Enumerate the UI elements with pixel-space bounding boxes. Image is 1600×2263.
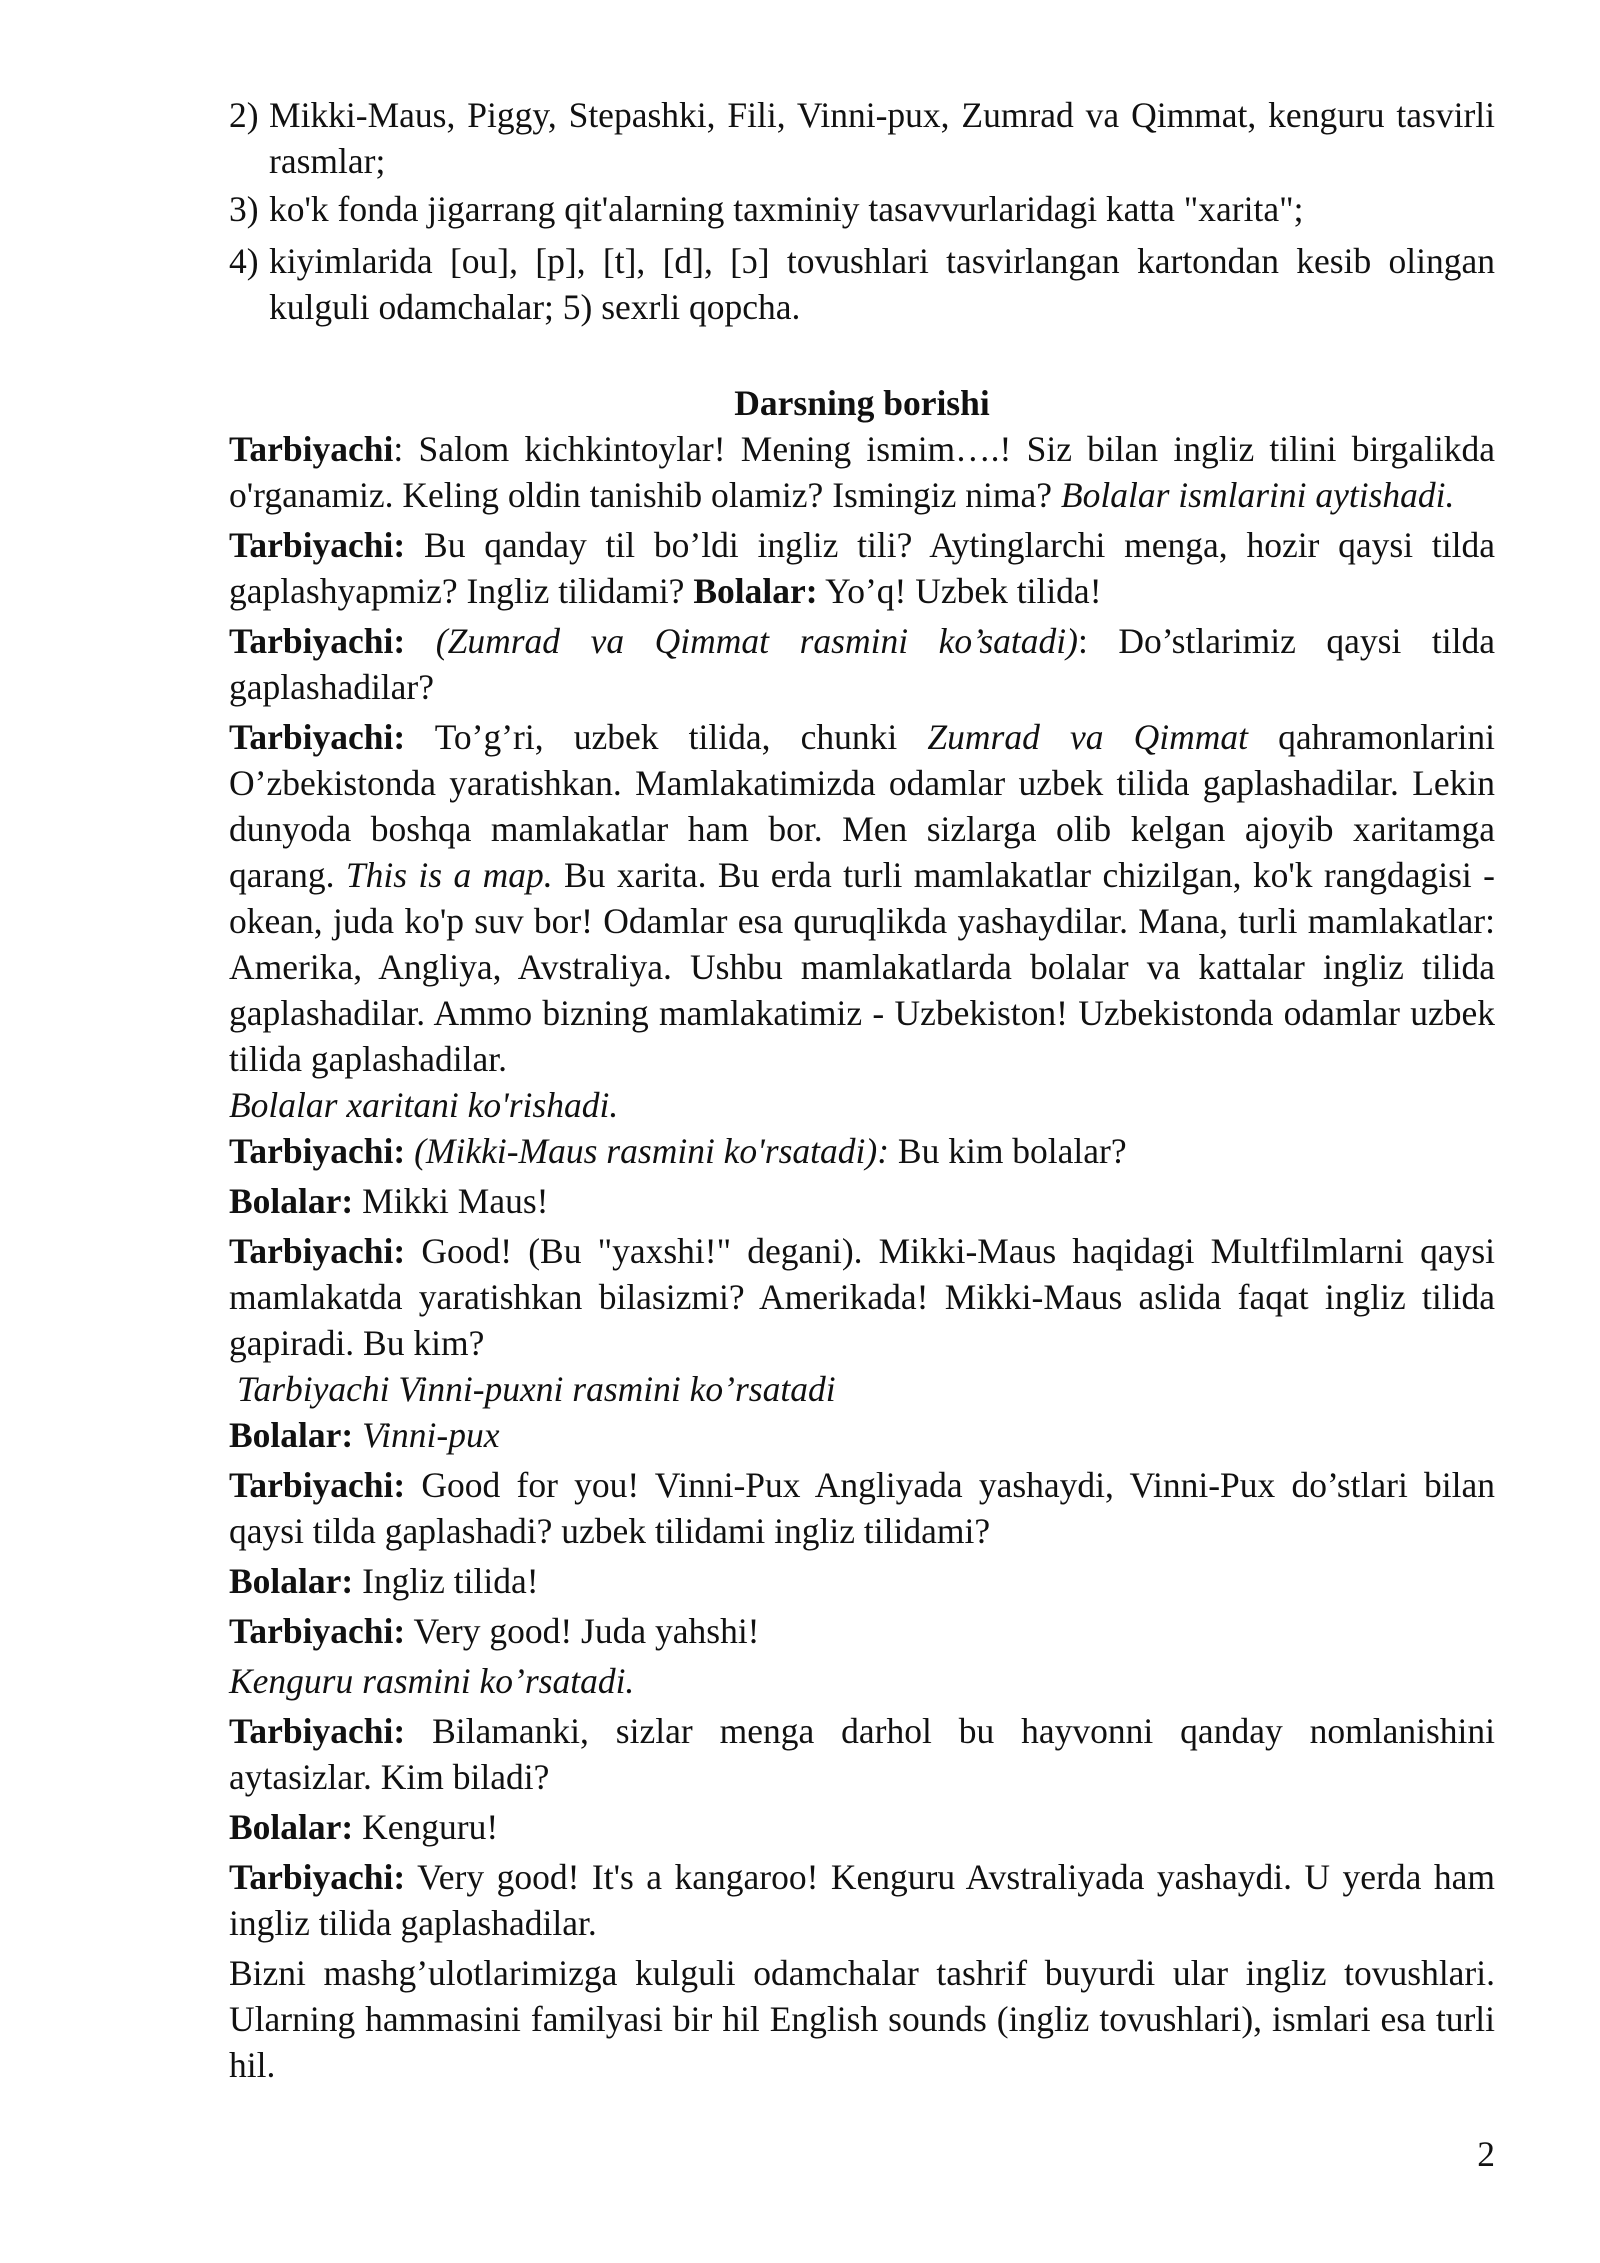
stage-direction-line: Bolalar xaritani ko'rishadi. [229, 1085, 619, 1125]
speaker-label: Bolalar: [229, 1415, 354, 1455]
speaker-label: Tarbiyachi: [229, 1465, 406, 1505]
speech-text: Bilamanki, sizlar menga darhol bu hayvonni qanday nomlanishini aytasizlar. Kim biladi? [229, 1711, 1495, 1797]
speech-text: Good! (Bu "yaxshi!" degani). Mikki-Maus haqidagi Multfilmlarni qaysi mamlakatda yaratishkan bilasizmi? Amerikada! Mikki-Maus aslida faqat ingliz tilida gapiradi. Bu kim? [229, 1231, 1495, 1363]
paragraph: Bizni mashg’ulotlarimizga kulguli odamchalar tashrif buyurdi ular ingliz tovushlari. Ularning hammasini familyasi bir hil English sounds (ingliz tovushlari), ismlari esa turli hil. [229, 1953, 1495, 2085]
speech-text: qahramonlarini O’zbekistonda yaratishkan. Mamlakatimizda odamlar uzbek tilida gaplashadilar. Lekin dunyoda boshqa mamlakatlar ham bor. Men sizlarga olib kelgan ajoyib xaritamga qarang. [229, 717, 1495, 895]
speech-text: : Do’stlarimiz qaysi tilda gaplashadilar? [229, 621, 1495, 707]
materials-list [229, 92, 1495, 330]
speaker-label: Tarbiyachi: [229, 1131, 406, 1171]
paragraph [229, 618, 1495, 710]
speaker-label: Bolalar: [229, 1181, 354, 1221]
paragraph [229, 1608, 1495, 1654]
speech-text: Bu kim bolalar? [889, 1131, 1127, 1171]
document-page [229, 92, 1495, 2088]
list-item [229, 238, 1495, 330]
speaker-label: Bolalar: [229, 1561, 354, 1601]
speech-text: Mikki Maus! [353, 1181, 549, 1221]
stage-direction-line: Kenguru rasmini ko’rsatadi. [229, 1661, 635, 1701]
list-item-text: Mikki-Maus, Piggy, Stepashki, Fili, Vinni-pux, Zumrad va Qimmat, kenguru tasvirli rasmlar; [269, 95, 1495, 181]
speaker-label: Tarbiyachi: [229, 1611, 406, 1651]
speech-text: Yo’q! Uzbek tilida! [817, 571, 1102, 611]
speaker-label: Tarbiyachi: [229, 717, 406, 757]
paragraph [229, 1412, 1495, 1458]
stage-direction: Bolalar ismlarini aytishadi. [1060, 475, 1455, 515]
paragraph [229, 522, 1495, 614]
speech-text: Bu xarita. Bu erda turli mamlakatlar chizilgan, ko'k rangdagisi - okean, juda ko'p suv bor! Odamlar esa quruqlikda yashaydilar. Mana, turli mamlakatlar: Amerika, Angliya, Avstraliya. Ushbu mamlakatlarda bolalar va kattalar ingliz tilida gaplashadilar. Ammo bizning mamlakatimiz - Uzbekiston! Uzbekistonda odamlar uzbek tilida gaplashadilar. [229, 855, 1495, 1079]
list-item [229, 92, 1495, 184]
speech-text: Very good! Juda yahshi! [405, 1611, 760, 1651]
speaker-label: Bolalar: [693, 571, 818, 611]
speaker-label: Bolalar: [229, 1807, 354, 1847]
list-item-number: 4) [229, 241, 259, 281]
speaker-label: Tarbiyachi: [229, 1711, 406, 1751]
stage-direction-line: Tarbiyachi Vinni-puxni rasmini ko’rsatadi [237, 1369, 836, 1409]
list-item-text: kiyimlarida [ou], [p], [t], [d], [ɔ] tovushlari tasvirlangan kartondan kesib olingan kulguli odamchalar; 5) sexrli qopcha. [269, 241, 1495, 327]
paragraph [229, 1228, 1495, 1366]
paragraph [229, 1128, 1495, 1174]
list-item-number: 3) [229, 189, 259, 229]
list-item-number: 2) [229, 95, 259, 135]
speaker-label: Tarbiyachi: [229, 1231, 406, 1271]
paragraph [229, 1558, 1495, 1604]
speech-text: Bu qanday til bo’ldi ingliz tili? Aytinglarchi menga, hozir qaysi tilda gaplashyapmiz? Ingliz tilidami? [229, 525, 1495, 611]
stage-direction: (Zumrad va Qimmat rasmini ko’satadi) [405, 621, 1078, 661]
paragraph [229, 1804, 1495, 1850]
speaker-label: Tarbiyachi: [229, 621, 406, 661]
stage-direction: Zumrad va Qimmat [927, 717, 1248, 757]
speech-text: Good for you! Vinni-Pux Angliyada yashaydi, Vinni-Pux do’stlari bilan qaysi tilda gaplashadi? uzbek tilidami ingliz tilidami? [229, 1465, 1495, 1551]
stage-direction: (Mikki-Maus rasmini ko'rsatadi): [405, 1131, 890, 1171]
paragraph [229, 426, 1495, 518]
speech-text: : Salom kichkintoylar! Mening ismim….! Siz bilan ingliz tilini birgalikda o'rganamiz. Keling oldin tanishib olamiz? Ismingiz nima? [229, 429, 1495, 515]
stage-direction: This is a map. [345, 855, 553, 895]
list-item [229, 186, 1495, 232]
section-heading: Darsning borishi [734, 383, 990, 423]
speaker-label: Tarbiyachi [229, 429, 394, 469]
speaker-label: Tarbiyachi: [229, 525, 406, 565]
speech-text: To’g’ri, uzbek tilida, chunki [405, 717, 928, 757]
paragraph [229, 1178, 1495, 1224]
speech-text: Very good! It's a kangaroo! Kenguru Avstraliyada yashaydi. U yerda ham ingliz tilida gaplashadilar. [229, 1857, 1495, 1943]
speech-text: Ingliz tilida! [353, 1561, 539, 1601]
speech-text: Vinni-pux [353, 1415, 500, 1455]
paragraph [229, 714, 1495, 1082]
paragraph [229, 1854, 1495, 1946]
paragraph [229, 1708, 1495, 1800]
speech-text: Kenguru! [353, 1807, 499, 1847]
paragraph [229, 1462, 1495, 1554]
speaker-label: Tarbiyachi: [229, 1857, 406, 1897]
page-number: 2 [1477, 2134, 1495, 2174]
list-item-text: ko'k fonda jigarrang qit'alarning taxminiy tasavvurlaridagi katta "xarita"; [269, 189, 1304, 229]
